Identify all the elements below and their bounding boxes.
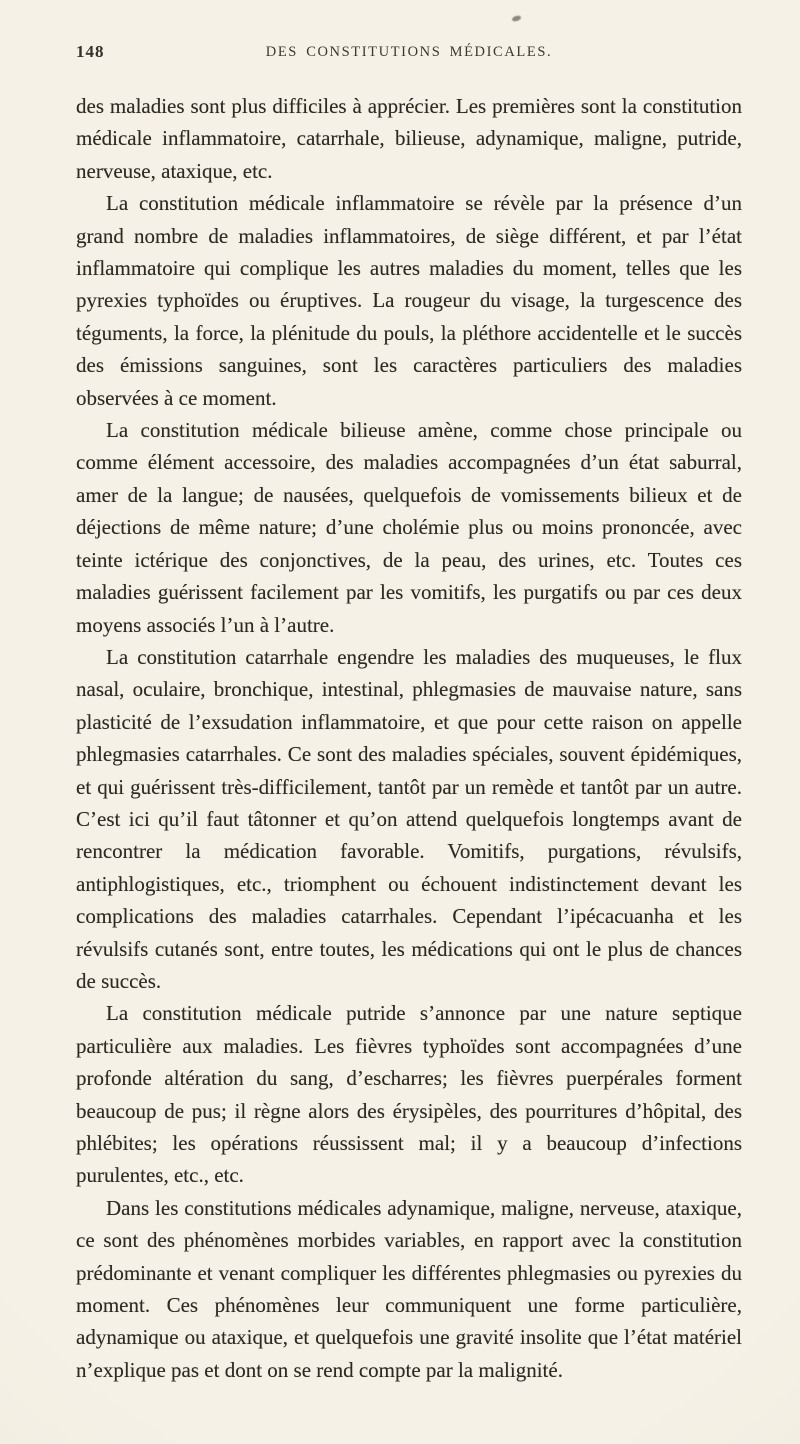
paragraph: La constitution médicale inflammatoire se révèle par la présence d’un grand nombre de maladies inflammatoires, de siège différent, et par l’état inflammatoire qui complique les autres maladies du moment, telles que les pyrexies typhoïdes ou éruptives. La rougeur du visage, la turgescence des téguments, la force, la plénitude du pouls, la pléthore accidentelle et le succès des émissions sanguines, sont les caractères particuliers des maladies observées à ce moment. bbox=[76, 191, 742, 410]
running-title: DES CONSTITUTIONS MÉDICALES. bbox=[265, 44, 553, 60]
page-number: 148 bbox=[76, 42, 105, 61]
page-header bbox=[76, 38, 742, 68]
paragraph: des maladies sont plus difficiles à apprécier. Les premières sont la constitution médicale inflammatoire, catarrhale, bilieuse, adynamique, maligne, putride, nerveuse, ataxique, etc. bbox=[76, 94, 742, 183]
paragraph: La constitution médicale bilieuse amène, comme chose principale ou comme élément accessoire, des maladies accompagnées d’un état saburral, amer de la langue; de nausées, quelquefois de vomissements bilieux et de déjections de même nature; d’une cholémie plus ou moins prononcée, avec teinte ictérique des conjonctives, de la peau, des urines, etc. Toutes ces maladies guérissent facilement par les vomitifs, les purgatifs ou par ces deux moyens associés l’un à l’autre. bbox=[76, 418, 742, 637]
paragraph: La constitution médicale putride s’annonce par une nature septique particulière aux maladies. Les fièvres typhoïdes sont accompagnées d’une profonde altération du sang, d’escharres; les fièvres puerpérales forment beaucoup de pus; il règne alors des érysipèles, des pourritures d’hôpital, des phlébites; les opérations réussissent mal; il y a beaucoup d’infections purulentes, etc., etc. bbox=[76, 1001, 742, 1188]
paragraph: La constitution catarrhale engendre les maladies des muqueuses, le flux nasal, oculaire, bronchique, intestinal, phlegmasies de mauvaise nature, sans plasticité de l’exsudation inflammatoire, et que pour cette raison on appelle phlegmasies catarrhales. Ce sont des maladies spéciales, souvent épidémiques, et qui guérissent très-difficilement, tantôt par un remède et tantôt par un autre. C’est ici qu’il faut tâtonner et qu’on attend quelquefois longtemps avant de rencontrer la médication favorable. Vomitifs, purgations, révulsifs, antiphlogistiques, etc., triomphent ou échouent indistinctement devant les complications des maladies catarrhales. Cependant l’ipécacuanha et les révulsifs cutanés sont, entre toutes, les médications qui ont le plus de chances de succès. bbox=[76, 644, 742, 993]
ink-speck-artifact bbox=[512, 15, 522, 22]
page-body bbox=[76, 90, 742, 1386]
paragraph: Dans les constitutions médicales adynamique, maligne, nerveuse, ataxique, ce sont des phénomènes morbides variables, en rapport avec la constitution prédominante et venant compliquer les différentes phlegmasies ou pyrexies du moment. Ces phénomènes leur communiquent une forme particulière, adynamique ou ataxique, et quelquefois une gravité insolite que l’état matériel n’explique pas et dont on se rend compte par la malignité. bbox=[76, 1195, 742, 1382]
